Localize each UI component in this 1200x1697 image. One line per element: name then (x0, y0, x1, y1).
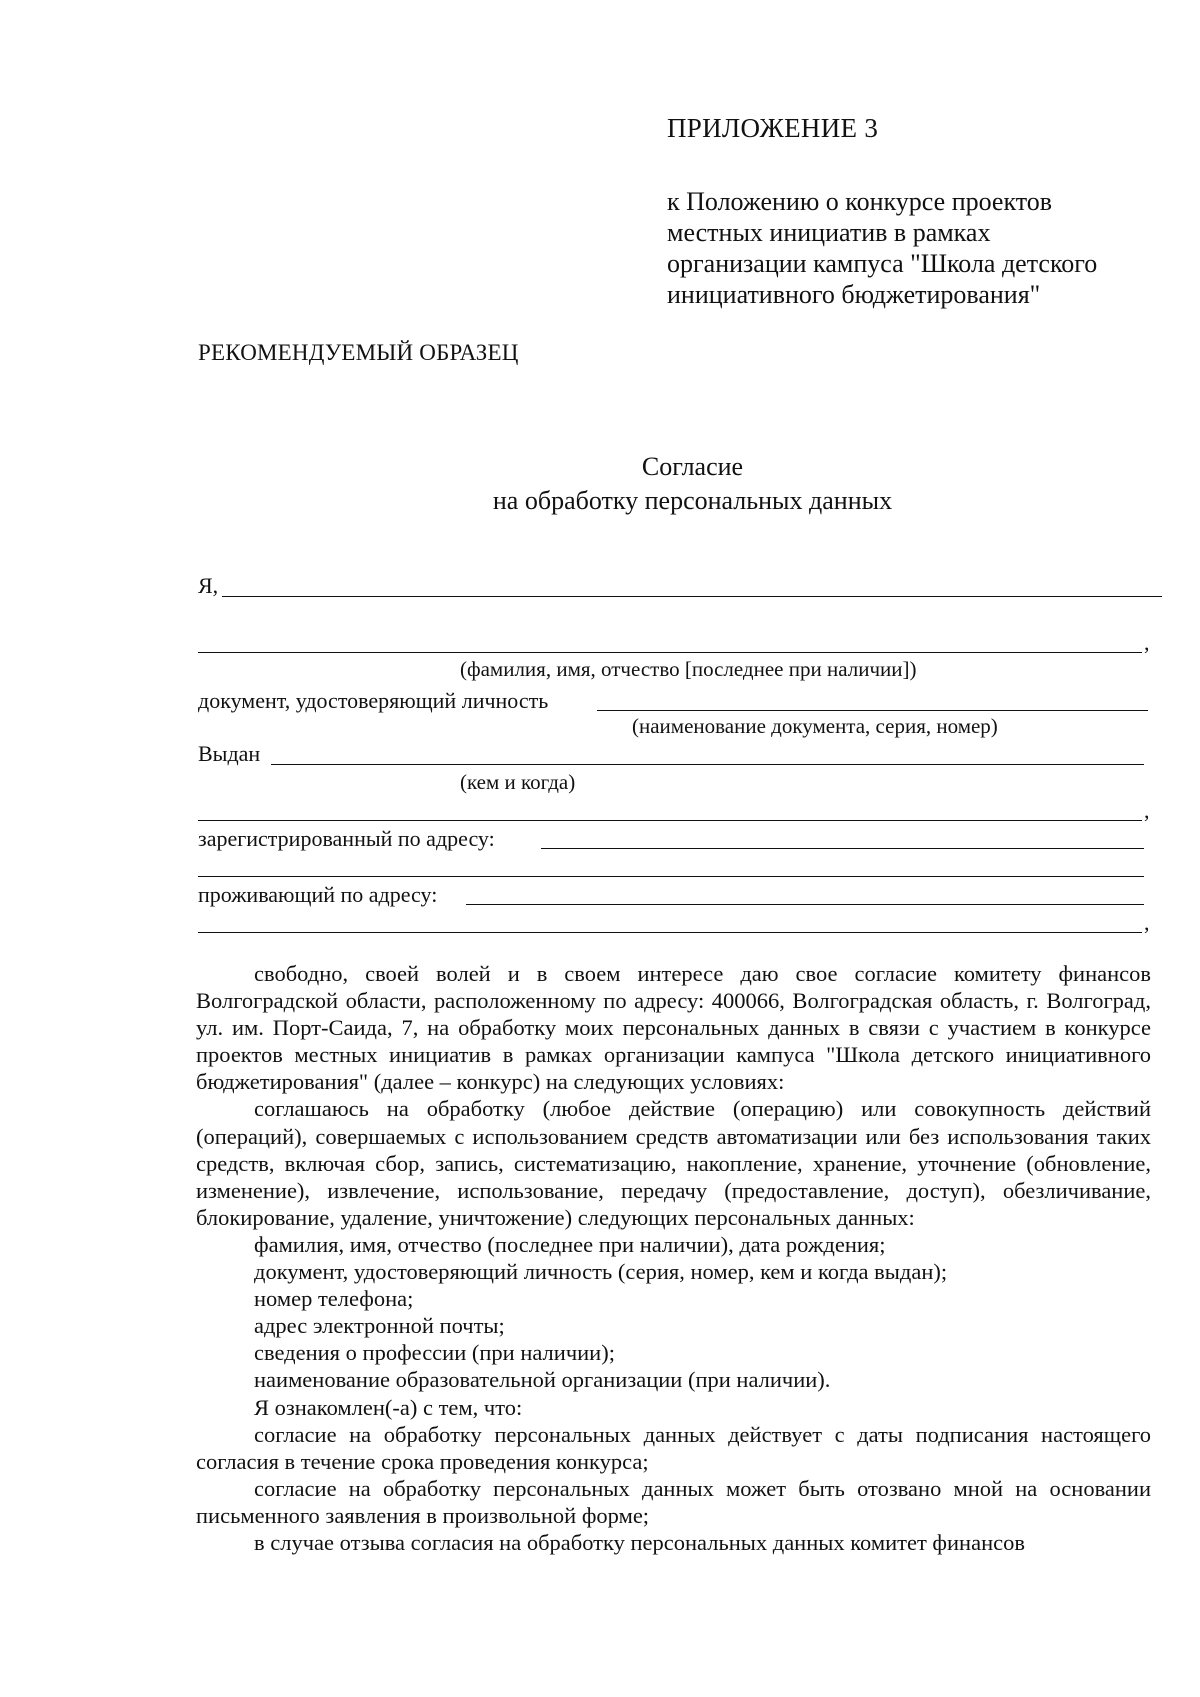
name-fill-line[interactable] (222, 596, 1162, 597)
registered-label: зарегистрированный по адресу: (198, 826, 495, 851)
issued-hint: (кем и когда) (460, 770, 576, 794)
consent-paragraph: в случае отзыва согласия на обработку персональных данных комитет финансов (254, 1529, 1025, 1555)
data-list-item: наименование образовательной организации (при наличии). (254, 1367, 831, 1393)
document-hint: (наименование документа, серия, номер) (632, 714, 998, 738)
issued-fill-line[interactable] (271, 764, 1144, 765)
document-fill-line[interactable] (597, 710, 1148, 711)
consent-paragraph: согласие на обработку персональных данных может быть отозвано мной на основании письменного заявления в произвольной форме; (196, 1475, 1151, 1528)
consent-paragraph: согласие на обработку персональных данных действует с даты подписания настоящего согласия в течение срока проведения конкурса; (196, 1421, 1151, 1474)
residing-fill-line-2[interactable] (198, 932, 1142, 933)
appendix-reference (667, 186, 1167, 310)
residing-fill-line[interactable] (466, 904, 1144, 905)
appendix-reference-line: организации кампуса "Школа детского (667, 249, 1098, 278)
appendix-reference-line: инициативного бюджетирования" (667, 280, 1041, 309)
consent-paragraph: соглашаюсь на обработку (любое действие (операцию) или совокупность действий (операций), совершаемых с использованием средств автоматизации или без использования таких средств, включая сбор, запись, систематизацию, накопление, хранение, уточнение (обновление, изменение), извлечение, использование, передачу (предоставление, доступ), обезличивание, блокирование, удаление, уничтожение) следующих персональных данных: (196, 1096, 1151, 1230)
issued-fill-line-2[interactable] (198, 820, 1142, 821)
data-list-item: адрес электронной почты; (254, 1313, 505, 1339)
consent-paragraph: свободно, своей волей и в своем интересе даю свое согласие комитету финансов Волгоградской области, расположенному по адресу: 400066, Волгоградская область, г. Волгоград, ул. им. Порт-Саида, 7, на обработку моих персональных данных в связи с участием в конкурсе проектов местных инициатив в рамках организации кампуса "Школа детского инициативного бюджетирования" (далее – конкурс) на следующих условиях: (196, 961, 1151, 1095)
registered-fill-line[interactable] (541, 848, 1144, 849)
document-subtitle: на обработку персональных данных (492, 486, 893, 515)
i-label: Я, (198, 573, 219, 598)
appendix-reference-line: местных инициатив в рамках (667, 218, 991, 247)
appendix-title: ПРИЛОЖЕНИЕ 3 (667, 113, 879, 143)
data-list-item: номер телефона; (254, 1286, 414, 1312)
comma: , (1144, 910, 1150, 935)
residing-label: проживающий по адресу: (198, 882, 438, 907)
document-title: Согласие (641, 452, 744, 481)
consent-body (196, 960, 1151, 1556)
consent-paragraph: Я ознакомлен(-а) с тем, что: (254, 1394, 523, 1420)
issued-label: Выдан (198, 741, 261, 766)
data-list-item: документ, удостоверяющий личность (серия, номер, кем и когда выдан); (254, 1259, 948, 1285)
appendix-reference-line: к Положению о конкурсе проектов (667, 187, 1053, 216)
name-fill-line-2[interactable] (198, 652, 1142, 653)
sample-note: РЕКОМЕНДУЕМЫЙ ОБРАЗЕЦ (198, 340, 519, 365)
comma: , (1144, 798, 1150, 823)
name-hint: (фамилия, имя, отчество [последнее при наличии]) (460, 657, 917, 681)
data-list-item: фамилия, имя, отчество (последнее при наличии), дата рождения; (254, 1231, 886, 1257)
document-label: документ, удостоверяющий личность (198, 688, 549, 713)
data-list-item: сведения о профессии (при наличии); (254, 1340, 615, 1366)
comma: , (1144, 630, 1150, 655)
registered-fill-line-2[interactable] (198, 876, 1144, 877)
